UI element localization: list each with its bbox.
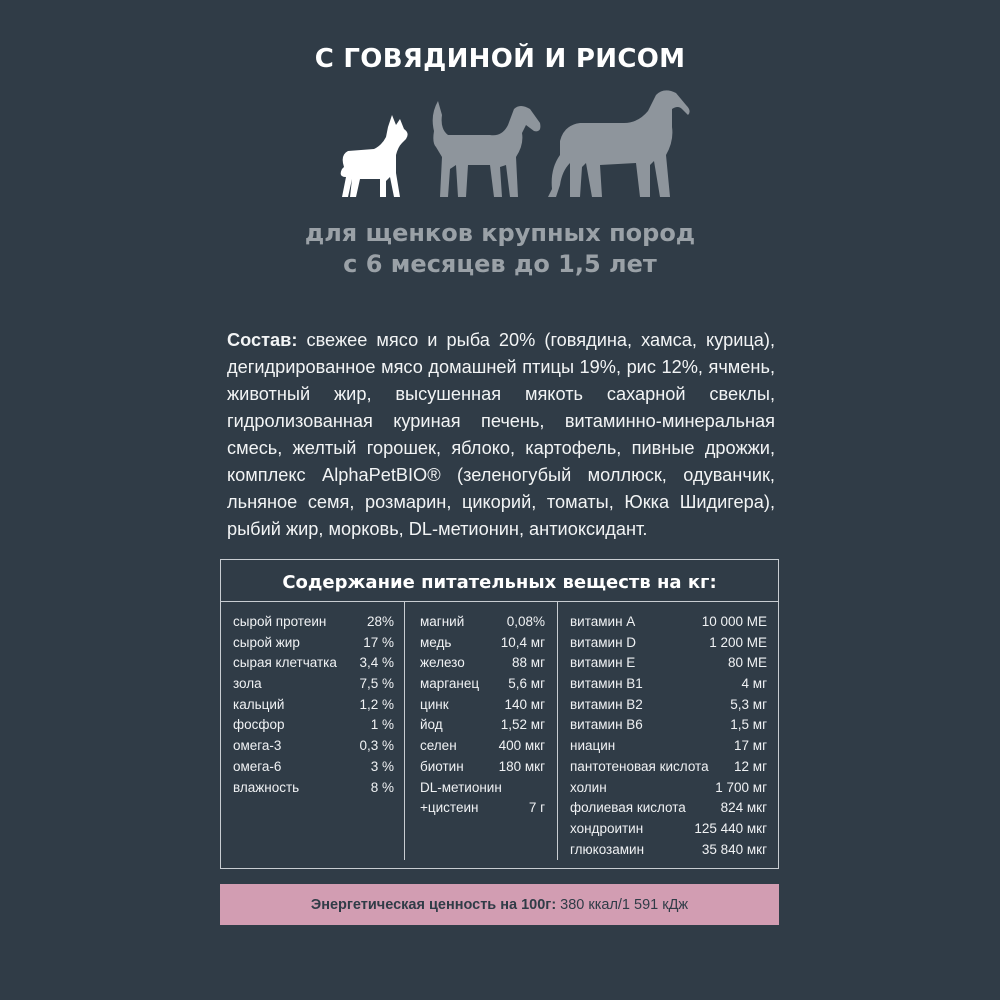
nutrient-name: медь bbox=[420, 634, 452, 650]
nutrient-row bbox=[570, 840, 767, 861]
nutrient-value: 824 мкг bbox=[720, 800, 767, 816]
nutrient-name: омега-3 bbox=[233, 738, 282, 754]
nutrient-name: пантотеновая кислота bbox=[570, 758, 709, 774]
nutrient-name: железо bbox=[420, 655, 465, 671]
nutrient-row bbox=[233, 736, 394, 757]
nutrient-name: ниацин bbox=[570, 738, 616, 754]
nutrient-value: 1 700 мг bbox=[715, 779, 767, 795]
nutrient-value: 140 мг bbox=[504, 696, 545, 712]
composition-text: свежее мясо и рыба 20% (говядина, хамса, курица), дегидрированное мясо домашней птицы 19%, рис 12%, ячмень, животный жир, высушенная мякоть сахарной свеклы, гидролизованная куриная печень, витаминно-минеральная смесь, желтый горошек, яблоко, картофель, пивные дрожжи, комплекс AlphaPetBIO® (зеленогубый моллюск, одуванчик, льняное семя, розмарин, цикорий, томаты, Юкка Шидигера), рыбий жир, морковь, DL-метионин, антиоксидант. bbox=[227, 330, 775, 539]
nutrient-row bbox=[233, 633, 394, 654]
subtitle-line-2: с 6 месяцев до 1,5 лет bbox=[343, 250, 657, 278]
large-dog-silhouette-icon bbox=[548, 90, 690, 197]
nutrient-row bbox=[233, 778, 394, 799]
nutrient-row bbox=[233, 653, 394, 674]
nutrient-row bbox=[570, 798, 767, 819]
nutrient-row bbox=[420, 715, 545, 736]
nutrient-name: витамин D bbox=[570, 634, 637, 650]
nutrient-value: 80 МЕ bbox=[727, 655, 767, 671]
nutrient-value: 7,5 % bbox=[359, 676, 394, 692]
nutrient-name: биотин bbox=[420, 758, 464, 774]
nutrient-value: 1 % bbox=[370, 717, 394, 733]
nutrient-value: 35 840 мкг bbox=[701, 841, 767, 857]
nutrient-row bbox=[570, 819, 767, 840]
nutrient-name: сырой жир bbox=[233, 634, 300, 650]
nutrient-name: цинк bbox=[420, 696, 449, 712]
nutrient-row bbox=[570, 736, 767, 757]
nutrient-row bbox=[420, 757, 545, 778]
nutrient-name: глюкозамин bbox=[570, 841, 645, 857]
nutrient-value: 3 % bbox=[370, 758, 394, 774]
nutrient-name: сырой протеин bbox=[233, 614, 327, 629]
nutrient-value: 12 мг bbox=[734, 758, 767, 774]
nutrient-value: 1 200 МЕ bbox=[709, 634, 767, 650]
nutrient-row bbox=[420, 736, 545, 757]
nutrient-row bbox=[570, 633, 767, 654]
energy-label: Энергетическая ценность на 100г: bbox=[310, 896, 557, 913]
nutrient-name: витамин Е bbox=[570, 655, 636, 671]
nutrient-name: витамин В1 bbox=[570, 676, 643, 692]
nutrient-name: влажность bbox=[233, 779, 300, 795]
nutrient-name: йод bbox=[420, 717, 443, 733]
nutrient-value: 7 г bbox=[528, 800, 545, 816]
nutrient-value: 3,4 % bbox=[359, 655, 394, 671]
divider bbox=[557, 602, 558, 860]
nutrient-row bbox=[233, 715, 394, 736]
nutrient-value: 5,6 мг bbox=[508, 676, 545, 692]
energy-value: 380 ккал/1 591 кДж bbox=[560, 896, 689, 913]
nutrient-row bbox=[570, 757, 767, 778]
nutrient-value: 1,52 мг bbox=[500, 717, 545, 733]
nutrient-row bbox=[570, 612, 767, 633]
nutrient-row bbox=[570, 674, 767, 695]
nutrient-row bbox=[420, 778, 545, 799]
nutrient-value: 10 000 МЕ bbox=[701, 614, 767, 629]
nutrient-name: сырая клетчатка bbox=[233, 655, 337, 671]
nutrient-name: холин bbox=[570, 779, 607, 795]
nutrient-value: 1,2 % bbox=[359, 696, 394, 712]
nutrient-row bbox=[420, 695, 545, 716]
energy-value-bar bbox=[220, 884, 779, 925]
nutrient-row bbox=[233, 757, 394, 778]
nutrient-name: +цистеин bbox=[420, 800, 479, 816]
nutrient-value: 8 % bbox=[370, 779, 394, 795]
nutrient-row bbox=[570, 778, 767, 799]
nutrient-row bbox=[420, 653, 545, 674]
nutrient-name: фосфор bbox=[233, 717, 285, 733]
nutrient-name: зола bbox=[233, 676, 262, 692]
nutrient-row bbox=[420, 633, 545, 654]
nutrients-column-3 bbox=[570, 612, 767, 860]
nutrients-column-2 bbox=[420, 612, 545, 819]
subtitle-line-1: для щенков крупных пород bbox=[304, 219, 696, 247]
nutrient-value: 1,5 мг bbox=[730, 717, 767, 733]
nutrient-name: DL-метионин bbox=[420, 779, 502, 795]
nutrient-value: 88 мг bbox=[512, 655, 545, 671]
composition-block bbox=[227, 327, 775, 543]
nutrients-title: Содержание питательных веществ на кг: bbox=[282, 572, 717, 593]
target-audience bbox=[0, 218, 1000, 280]
medium-dog-silhouette-icon bbox=[433, 101, 541, 197]
nutrient-name: витамин В2 bbox=[570, 696, 643, 712]
nutrients-column-1 bbox=[233, 612, 394, 798]
nutrient-name: магний bbox=[420, 614, 465, 629]
nutrient-value: 400 мкг bbox=[498, 738, 545, 754]
nutrients-panel bbox=[220, 559, 779, 869]
nutrient-value: 28% bbox=[366, 614, 394, 629]
nutrient-name: омега-6 bbox=[233, 758, 282, 774]
nutrient-value: 5,3 мг bbox=[730, 696, 767, 712]
nutrient-row bbox=[570, 653, 767, 674]
nutrient-row bbox=[233, 612, 394, 633]
nutrient-value: 10,4 мг bbox=[500, 634, 545, 650]
nutrient-name: витамин А bbox=[570, 614, 636, 629]
nutrient-name: витамин В6 bbox=[570, 717, 643, 733]
nutrient-value: 17 мг bbox=[734, 738, 767, 754]
nutrient-row bbox=[570, 715, 767, 736]
nutrient-row bbox=[233, 695, 394, 716]
nutrient-row bbox=[420, 798, 545, 819]
dog-size-icons bbox=[330, 85, 690, 205]
nutrient-row bbox=[570, 695, 767, 716]
nutrient-name: марганец bbox=[420, 676, 480, 692]
nutrient-value: 4 мг bbox=[741, 676, 767, 692]
nutrient-row bbox=[420, 674, 545, 695]
nutrient-name: селен bbox=[420, 738, 457, 754]
nutrient-row bbox=[420, 612, 545, 633]
nutrient-name: хондроитин bbox=[570, 820, 644, 836]
small-dog-silhouette-icon bbox=[341, 115, 408, 197]
divider bbox=[404, 602, 405, 860]
nutrient-name: фолиевая кислота bbox=[570, 800, 686, 816]
nutrient-row bbox=[233, 674, 394, 695]
nutrient-value: 0,08% bbox=[506, 614, 545, 629]
nutrient-value: 180 мкг bbox=[498, 758, 545, 774]
product-title: С ГОВЯДИНОЙ И РИСОМ bbox=[314, 44, 686, 74]
nutrient-value: 125 440 мкг bbox=[694, 820, 767, 836]
divider bbox=[221, 601, 778, 602]
composition-label: Состав: bbox=[227, 330, 298, 350]
nutrient-name: кальций bbox=[233, 696, 285, 712]
nutrient-value: 17 % bbox=[363, 634, 394, 650]
nutrient-value: 0,3 % bbox=[359, 738, 394, 754]
